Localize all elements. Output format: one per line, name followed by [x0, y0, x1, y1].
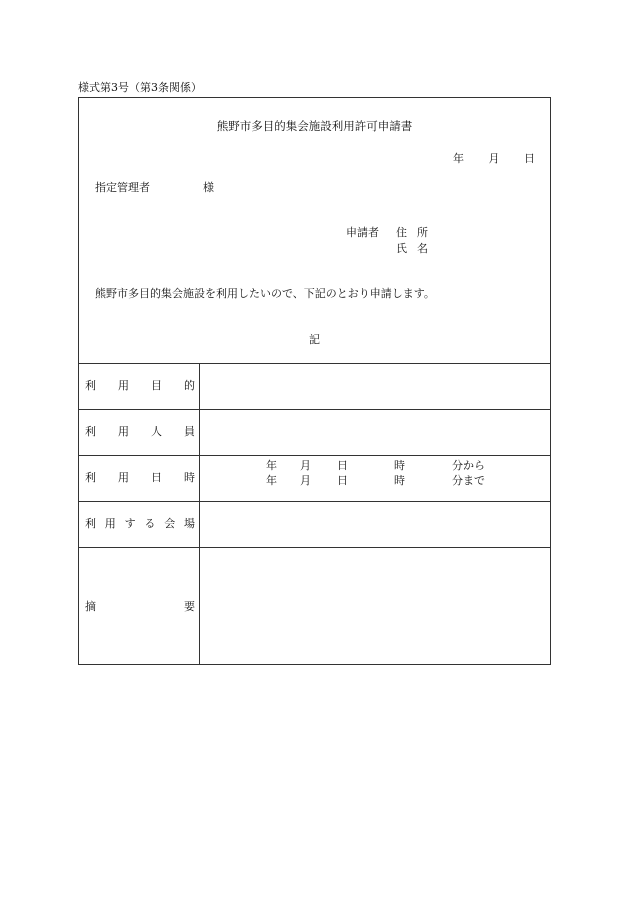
table-row-label-datetime: [85, 472, 195, 483]
label-char: る: [144, 517, 156, 530]
label-char: 的: [184, 379, 195, 392]
table-top-line: [79, 363, 550, 364]
dt-day: 日: [337, 473, 348, 487]
label-char: 利: [85, 379, 96, 392]
address-char-2: 所: [417, 226, 428, 239]
dt-hour: 時: [394, 473, 405, 487]
label-char: 利: [85, 425, 96, 438]
ki-heading: 記: [309, 333, 320, 346]
table-column-divider: [199, 363, 200, 664]
dt-month: 月: [300, 458, 311, 472]
name-char-1: 氏: [396, 242, 407, 255]
dt-year: 年: [266, 473, 277, 487]
date-year-label: 年: [453, 152, 464, 165]
date-line: [453, 153, 535, 164]
label-char: 人: [151, 425, 162, 438]
address-char-1: 住: [396, 226, 407, 239]
table-row-label-summary: [85, 601, 195, 612]
label-char: 利: [85, 471, 96, 484]
form-number-label: 様式第3号（第3条関係）: [78, 81, 202, 94]
dt-year: 年: [266, 458, 277, 472]
label-char: 用: [118, 471, 129, 484]
application-form: [78, 97, 551, 665]
label-char: 用: [118, 425, 129, 438]
dt-day: 日: [337, 458, 348, 472]
table-row-divider: [79, 409, 550, 410]
label-char: 会: [164, 517, 176, 530]
document-title: 熊野市多目的集会施設利用許可申請書: [216, 119, 413, 133]
applicant-label: 申請者: [346, 226, 379, 239]
label-char: 利: [85, 517, 96, 530]
table-row-divider: [79, 501, 550, 502]
label-char: 要: [184, 600, 195, 613]
dt-hour: 時: [394, 458, 405, 472]
date-day-label: 日: [524, 152, 535, 165]
label-char: 用: [104, 517, 116, 530]
label-char: 用: [118, 379, 129, 392]
label-char: 員: [184, 425, 195, 438]
dt-minute-to: 分まで: [452, 473, 485, 487]
label-char: 摘: [85, 600, 96, 613]
table-row-divider: [79, 455, 550, 456]
label-char: 場: [183, 517, 195, 530]
applicant-address-label: [396, 227, 428, 238]
addressee: 指定管理者: [95, 181, 150, 194]
table-row-label-participants: [85, 426, 195, 437]
table-row-label-venue: [85, 518, 195, 529]
addressee-honorific: 様: [203, 181, 214, 194]
table-row-divider: [79, 547, 550, 548]
name-char-2: 名: [417, 242, 428, 255]
dt-month: 月: [300, 473, 311, 487]
date-month-label: 月: [488, 152, 500, 165]
table-row-label-purpose: [85, 380, 195, 391]
applicant-name-label: [396, 243, 428, 254]
application-statement: 熊野市多目的集会施設を利用したいので、下記のとおり申請します。: [95, 287, 435, 300]
label-char: す: [124, 517, 136, 530]
label-char: 目: [151, 379, 162, 392]
label-char: 時: [184, 471, 195, 484]
label-char: 日: [151, 471, 162, 484]
dt-minute-from: 分から: [452, 458, 485, 472]
